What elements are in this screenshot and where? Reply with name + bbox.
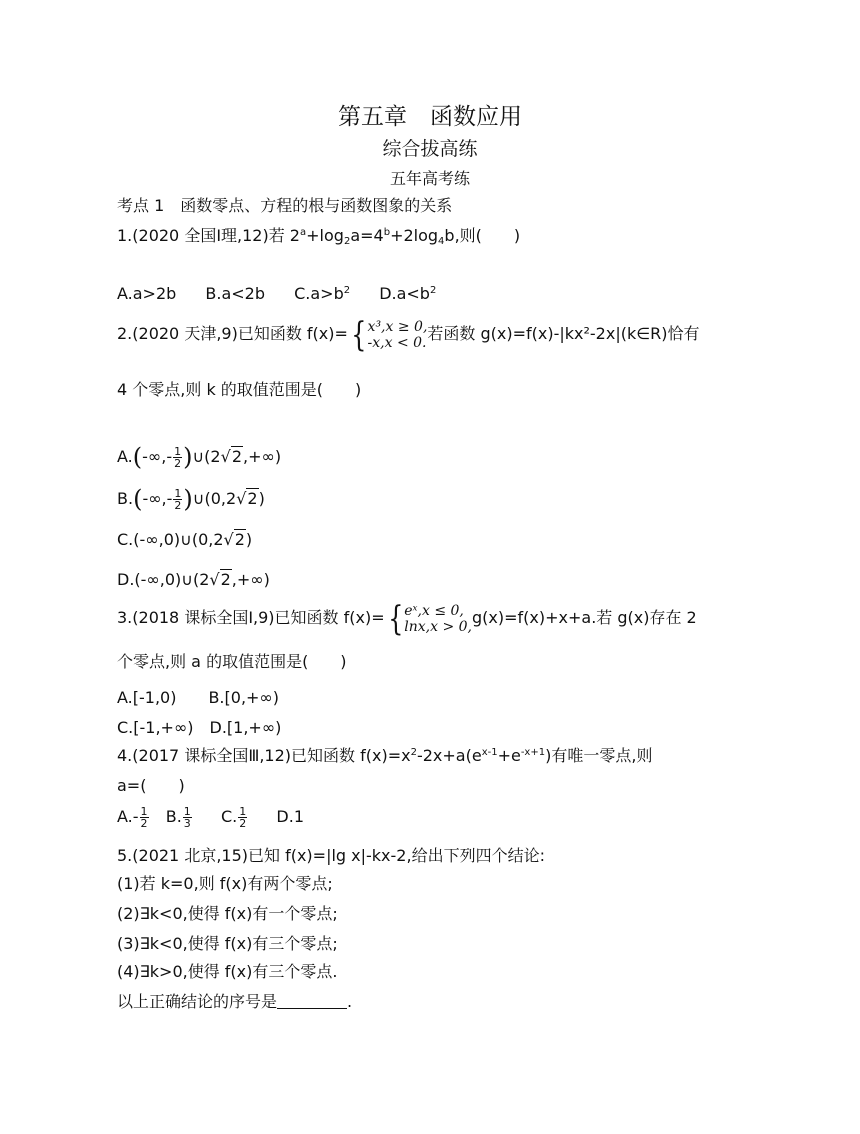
question-3-stem-line2: 个零点,则 a 的取值范围是( ) (117, 652, 347, 671)
question-5-stem: 5.(2021 北京,15)已知 f(x)=|lg x|-kx-2,给出下列四个结论: (117, 846, 545, 865)
option-d[interactable]: $D.a<b^2$ (379, 284, 437, 303)
question-2-option-c[interactable]: C.(-∞,0)∪(0,2√2) (117, 530, 253, 549)
option-d[interactable]: D.1 (276, 807, 305, 826)
question-3-stem: 3.(2018 课标全国Ⅰ,9)已知函数 f(x)={ eˣ,x ≤ 0, lnx,x > 0, g(x)=f(x)+x+a.若 g(x)存在 2 (117, 599, 697, 639)
option-a[interactable]: A.- $\frac{1}{2}$ (117, 805, 148, 830)
question-2-stem: 2.(2020 天津,9)已知函数 f(x)={ x³,x ≥ 0, -x,x < 0. 若函数 g(x)=f(x)-|kx²-2x|(k∈R)恰有 (117, 315, 700, 355)
question-5-statement-1: (1)若 k=0,则 f(x)有两个零点; (117, 874, 333, 893)
question-2-option-b[interactable]: B.(-∞,- $\frac{1}{2}$ )∪(0,2√2) (117, 485, 265, 513)
option-b[interactable]: B. $\frac{1}{3}$ (165, 805, 191, 830)
question-5-statement-4: (4)∃k>0,使得 f(x)有三个零点. (117, 962, 338, 981)
question-5-statement-3: (3)∃k<0,使得 f(x)有三个零点; (117, 934, 338, 953)
section-title: 五年高考练 (389, 169, 470, 188)
question-4-options (117, 802, 304, 832)
option-b[interactable]: B.a<2b (205, 284, 265, 303)
question-5-ask: 以上正确结论的序号是 . (117, 992, 353, 1011)
question-1-stem: 1.(2020 全国Ⅰ理,12)若 $2^a+\log_2a=4^b+2\log_4b$,则( ) (117, 226, 521, 247)
question-2-option-a[interactable]: A.(-∞,- $\frac{1}{2}$ )∪(2√2,+∞) (117, 443, 282, 471)
chapter-title: 第五章 函数应用 (338, 104, 522, 130)
piecewise-brace: { eˣ,x ≤ 0, lnx,x > 0, (387, 599, 472, 639)
question-2-option-d[interactable]: D.(-∞,0)∪(2√2,+∞) (117, 570, 270, 589)
question-3-options-row2[interactable]: C.[-1,+∞) D.[1,+∞) (117, 718, 282, 737)
question-5-statement-2: (2)∃k<0,使得 f(x)有一个零点; (117, 904, 338, 923)
option-c[interactable]: $C.a>b^2$ (294, 284, 351, 303)
question-3-options-row1[interactable]: A.[-1,0) B.[0,+∞) (117, 688, 280, 707)
option-c[interactable]: C. $\frac{1}{2}$ (220, 805, 247, 830)
answer-blank[interactable] (277, 994, 347, 1009)
subtitle: 综合拔高练 (382, 138, 478, 160)
option-a[interactable]: A.a>2b (117, 284, 177, 303)
topic-heading: 考点 1 函数零点、方程的根与函数图象的关系 (117, 196, 453, 215)
question-4-stem-line2: a=( ) (117, 776, 185, 795)
question-4-stem: 4.(2017 课标全国Ⅲ,12)已知函数 $f(x)=x^2-2x+a(e^{x-1}+e^{-x+1})$有唯一零点,则 (117, 746, 653, 765)
question-2-stem-line2: 4 个零点,则 k 的取值范围是( ) (117, 380, 362, 399)
piecewise-brace: { x³,x ≥ 0, -x,x < 0. (351, 315, 428, 355)
question-1-options (117, 284, 436, 304)
